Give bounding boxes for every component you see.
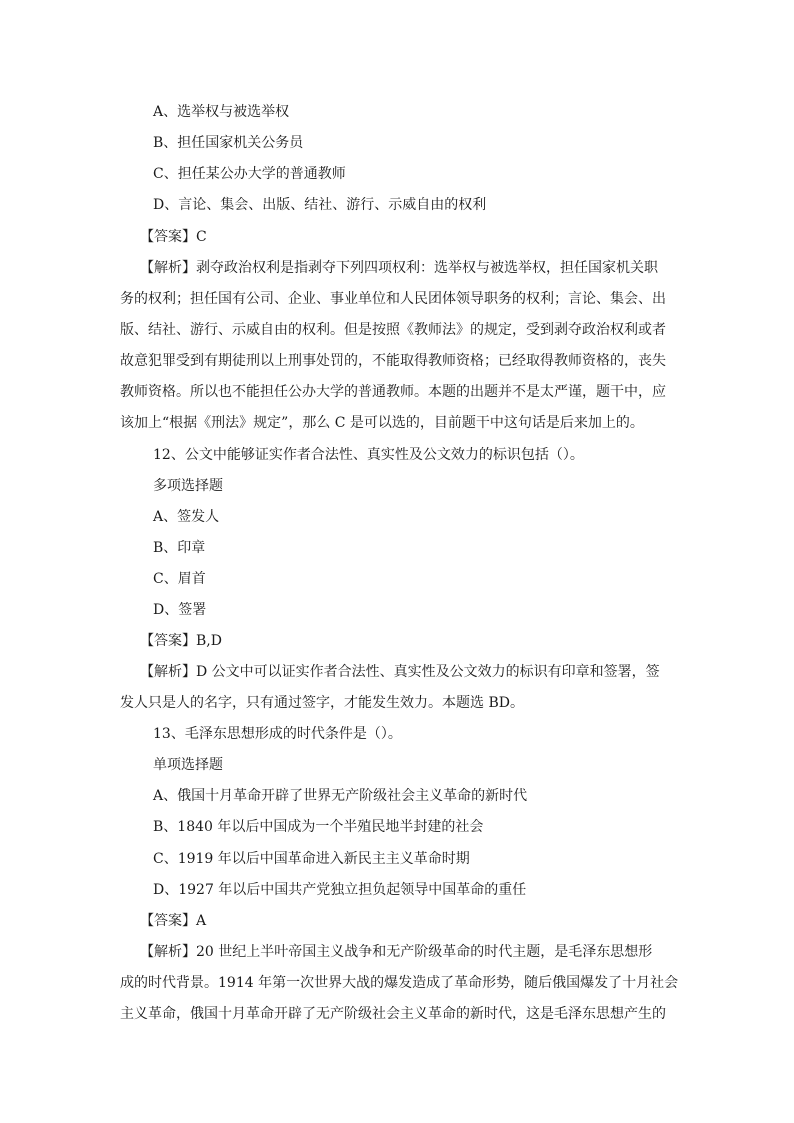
q12-analysis-line-1 bbox=[140, 662, 660, 682]
q12-analysis-label: 【解析】 bbox=[140, 664, 196, 680]
q13-analysis-line-2: 成的时代背景。1914 年第一次世界大战的爆发造成了革命形势，随后俄国爆发了十月社会 bbox=[120, 975, 679, 991]
q13-stem: 13、毛泽东思想形成的时代条件是（）。 bbox=[153, 726, 402, 742]
q13-answer bbox=[140, 911, 206, 931]
q12-option-c: C、眉首 bbox=[153, 571, 206, 587]
q13-option-c: C、1919 年以后中国革命进入新民主主义革命时期 bbox=[153, 851, 470, 867]
q11-analysis-line-2: 务的权利；担任国有公司、企业、事业单位和人民团体领导职务的权利；言论、集会、出 bbox=[120, 291, 666, 307]
q11-option-b: B、担任国家机关公务员 bbox=[153, 135, 304, 151]
q13-answer-value: A bbox=[196, 913, 207, 929]
q12-analysis-line-2: 发人只是人的名字，只有通过签字，才能发生效力。本题选 BD。 bbox=[120, 695, 524, 711]
q11-option-c: C、担任某公办大学的普通教师 bbox=[153, 166, 346, 182]
q11-analysis-text-1: 剥夺政治权利是指剥夺下列四项权利：选举权与被选举权，担任国家机关职 bbox=[196, 260, 658, 276]
q12-stem: 12、公文中能够证实作者合法性、真实性及公文效力的标识包括（）。 bbox=[153, 447, 584, 463]
q13-analysis-line-1 bbox=[140, 942, 652, 962]
q11-answer-label: 【答案】 bbox=[140, 229, 196, 245]
q12-answer-value: B,D bbox=[196, 633, 222, 649]
q13-analysis-line-3: 主义革命，俄国十月革命开辟了无产阶级社会主义革命的新时代，这是毛泽东思想产生的 bbox=[120, 1006, 666, 1022]
q13-option-a: A、俄国十月革命开辟了世界无产阶级社会主义革命的新时代 bbox=[153, 788, 528, 804]
q12-option-d: D、签署 bbox=[153, 602, 207, 618]
q11-analysis-label: 【解析】 bbox=[140, 260, 196, 276]
q11-option-a: A、选举权与被选举权 bbox=[153, 104, 290, 120]
q13-option-d: D、1927 年以后中国共产党独立担负起领导中国革命的重任 bbox=[153, 882, 527, 898]
q11-analysis-line-6: 该加上“根据《刑法》规定”，那么 C 是可以选的，目前题干中这句话是后来加上的。 bbox=[120, 415, 644, 431]
q11-analysis-line-1 bbox=[140, 258, 658, 278]
q12-analysis-text-1: D 公文中可以证实作者合法性、真实性及公文效力的标识有印章和签署，签 bbox=[196, 664, 660, 680]
q13-type: 单项选择题 bbox=[153, 757, 223, 773]
q13-analysis-text-1: 20 世纪上半叶帝国主义战争和无产阶级革命的时代主题，是毛泽东思想形 bbox=[196, 944, 653, 960]
q12-answer bbox=[140, 631, 222, 651]
q12-type: 多项选择题 bbox=[153, 478, 223, 494]
q13-analysis-label: 【解析】 bbox=[140, 944, 196, 960]
q11-answer-value: C bbox=[196, 229, 207, 245]
q11-analysis-line-5: 教师资格。所以也不能担任公办大学的普通教师。本题的出题并不是太严谨，题干中，应 bbox=[120, 384, 666, 400]
q11-analysis-line-4: 故意犯罪受到有期徒刑以上刑事处罚的，不能取得教师资格；已经取得教师资格的，丧失 bbox=[120, 353, 666, 369]
q11-analysis-line-3: 版、结社、游行、示威自由的权利。但是按照《教师法》的规定，受到剥夺政治权利或者 bbox=[120, 322, 666, 338]
q11-option-d: D、言论、集会、出版、结社、游行、示威自由的权利 bbox=[153, 197, 487, 213]
q12-option-b: B、印章 bbox=[153, 540, 206, 556]
q13-answer-label: 【答案】 bbox=[140, 913, 196, 929]
q13-option-b: B、1840 年以后中国成为一个半殖民地半封建的社会 bbox=[153, 819, 484, 835]
q12-answer-label: 【答案】 bbox=[140, 633, 196, 649]
q11-answer bbox=[140, 227, 207, 247]
q12-option-a: A、签发人 bbox=[153, 509, 220, 525]
